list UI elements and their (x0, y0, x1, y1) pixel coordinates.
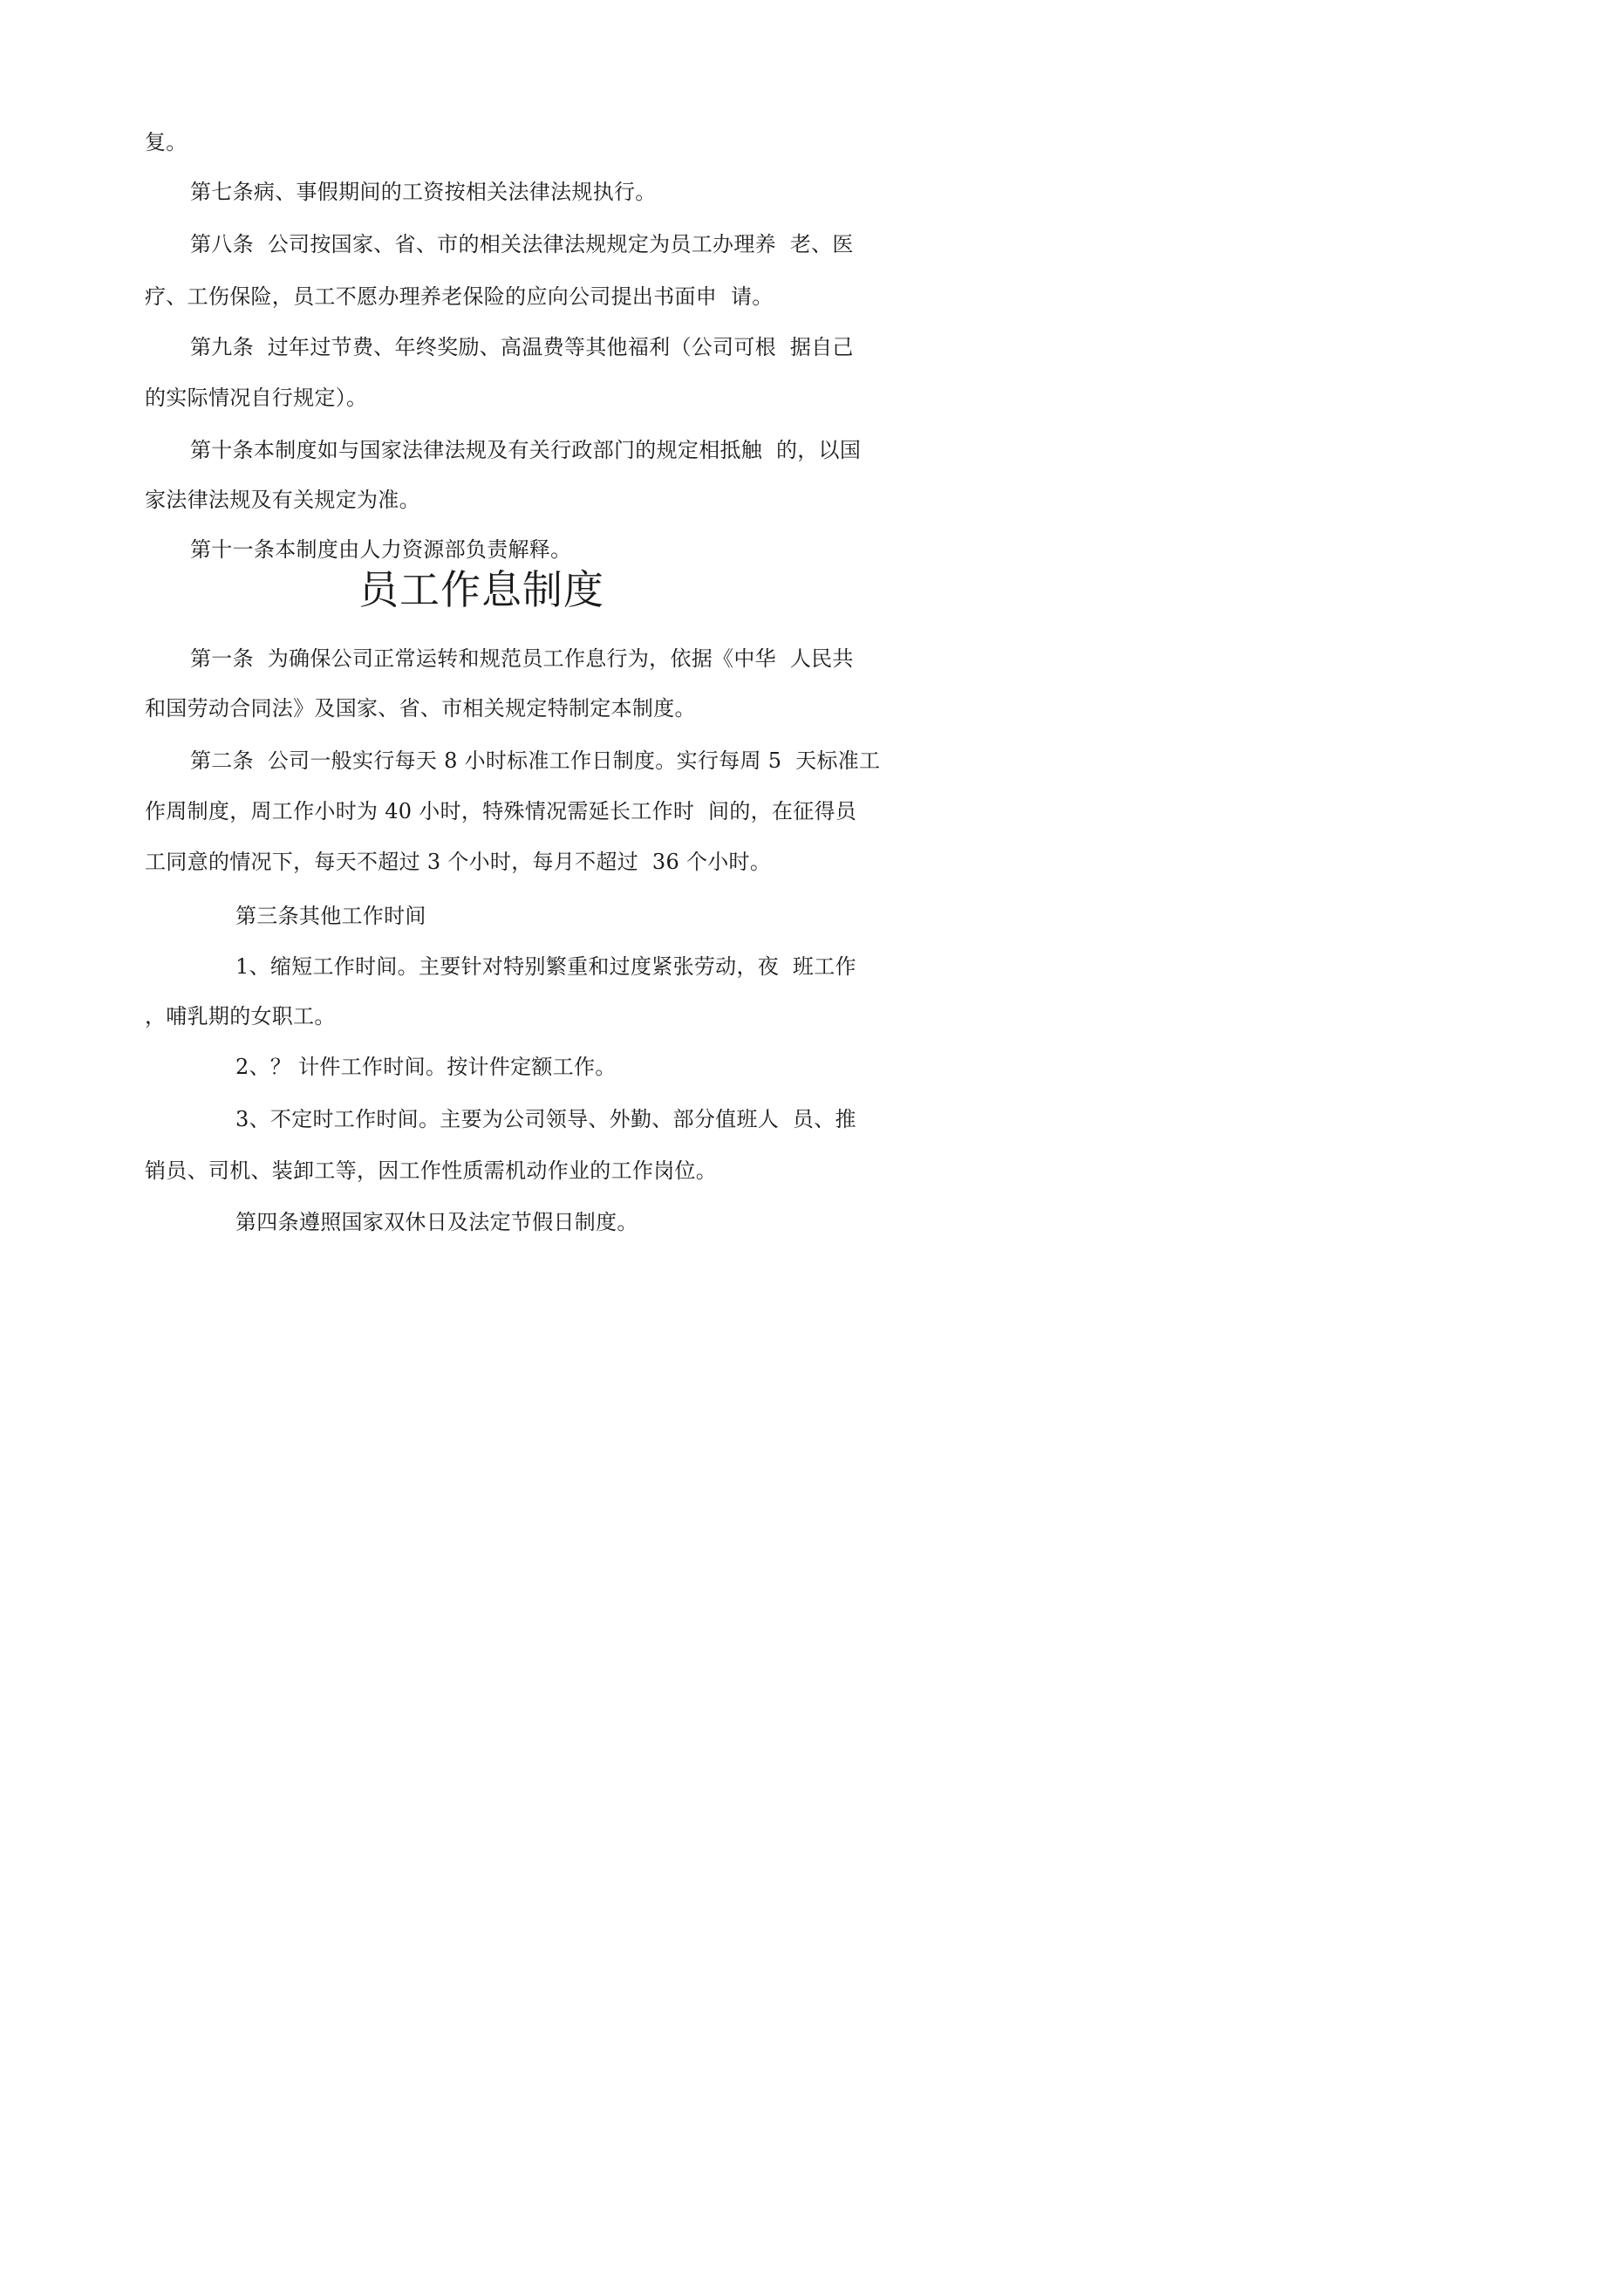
rule-3-item-1-line-2: ，哺乳期的女职工。 (145, 1004, 336, 1028)
rule-2-line-3: 工同意的情况下，每天不超过 3 个小时，每月不超过 36 个小时。 (145, 850, 772, 874)
rule-3-item-3-line-2: 销员、司机、装卸工等，因工作性质需机动作业的工作岗位。 (145, 1158, 718, 1183)
article-11-line: 第十一条本制度由人力资源部负责解释。 (190, 537, 572, 562)
article-10-line-2: 家法律法规及有关规定为准。 (145, 488, 420, 512)
article-9-line-1: 第九条 过年过节费、年终奖励、高温费等其他福利（公司可根 据自己 (190, 335, 854, 359)
document-page (0, 0, 963, 1361)
rule-2-line-1: 第二条 公司一般实行每天 8 小时标准工作日制度。实行每周 5 天标准工 (190, 748, 881, 773)
rule-3-item-2: 2、？ 计件工作时间。按计件定额工作。 (235, 1055, 617, 1079)
rule-3-item-3-line-1: 3、不定时工作时间。主要为公司领导、外勤、部分值班人 员、推 (235, 1107, 856, 1131)
rule-4-line: 第四条遵照国家双休日及法定节假日制度。 (235, 1210, 638, 1234)
section-title: 员工作息制度 (358, 566, 604, 613)
rule-1-line-1: 第一条 为确保公司正常运转和规范员工作息行为，依据《中华 人民共 (190, 646, 854, 671)
article-9-line-2: 的实际情况自行规定）。 (145, 386, 368, 410)
rule-2-line-2: 作周制度，周工作小时为 40 小时，特殊情况需延长工作时 间的，在征得员 (145, 799, 857, 823)
paragraph-line: 复。 (145, 130, 188, 154)
article-8-line-2: 疗、工伤保险，员工不愿办理养老保险的应向公司提出书面申 请。 (145, 284, 774, 309)
article-7-line: 第七条病、事假期间的工资按相关法律法规执行。 (190, 180, 657, 204)
rule-1-line-2: 和国劳动合同法》及国家、省、市相关规定特制定本制度。 (145, 696, 696, 721)
article-8-line-1: 第八条 公司按国家、省、市的相关法律法规规定为员工办理养 老、医 (190, 232, 854, 256)
rule-3-heading: 第三条其他工作时间 (235, 904, 426, 928)
article-10-line-1: 第十条本制度如与国家法律法规及有关行政部门的规定相抵触 的，以国 (190, 438, 862, 462)
rule-3-item-1-line-1: 1、缩短工作时间。主要针对特别繁重和过度紧张劳动，夜 班工作 (235, 954, 856, 979)
